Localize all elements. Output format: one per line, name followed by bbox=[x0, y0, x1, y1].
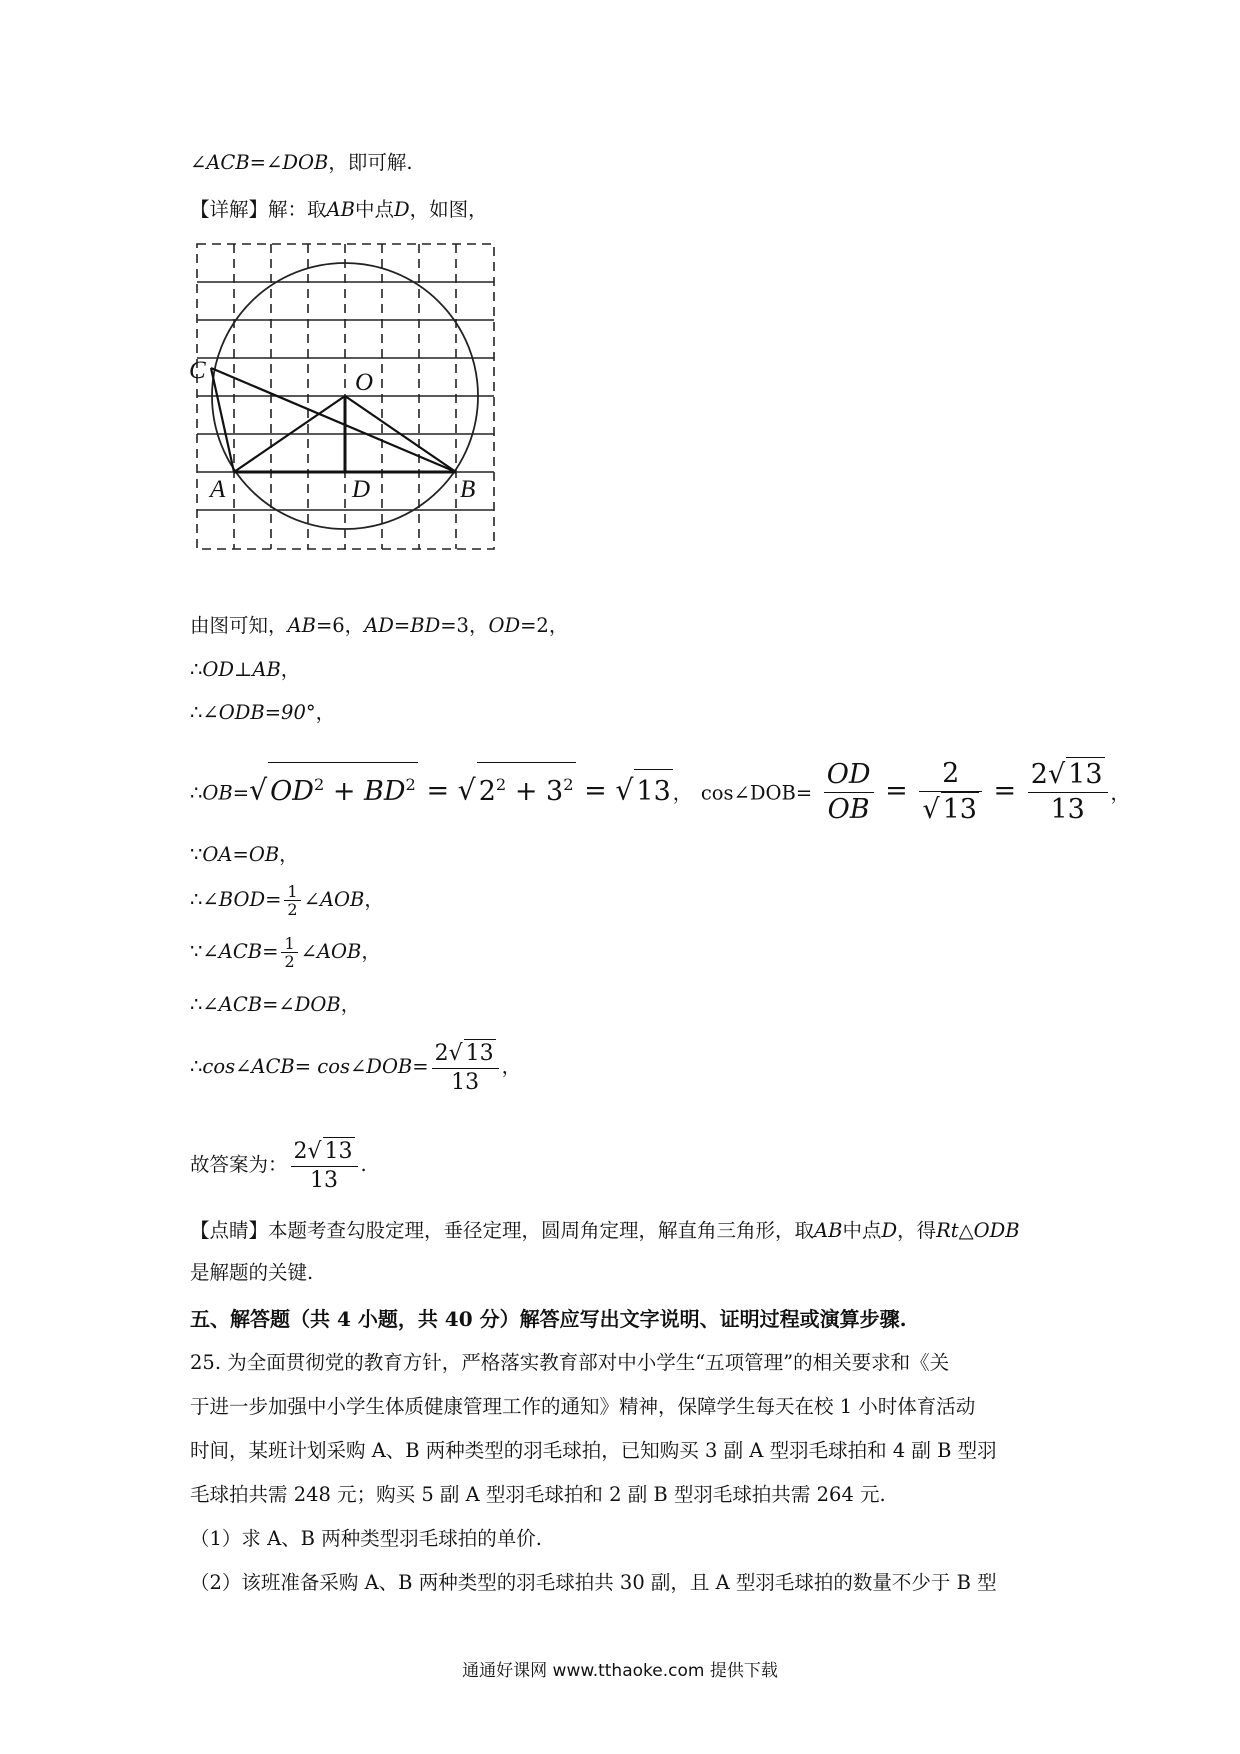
comment-text: 本题考查勾股定理，垂径定理，圆周角定理，解直角三角形，取 bbox=[268, 1219, 815, 1242]
comment-text-2: 是解题的关键. bbox=[190, 1261, 314, 1284]
step4-three: 3 bbox=[546, 775, 564, 807]
page-footer: 通通好课网 www.tthaoke.com 提供下载 bbox=[462, 1661, 778, 1681]
step1-ad: AD bbox=[364, 614, 394, 637]
frac-rad: 13 bbox=[465, 1040, 494, 1066]
label-a: A bbox=[210, 476, 226, 503]
step4-eq1: = bbox=[426, 775, 450, 807]
frac-half bbox=[281, 935, 297, 970]
frac-den: 2 bbox=[281, 952, 297, 970]
frac-num: 1 bbox=[287, 882, 298, 901]
step-6 bbox=[190, 880, 384, 920]
section-heading: 五、解答题（共 4 小题，共 40 分）解答应写出文字说明、证明过程或演算步骤. bbox=[190, 1307, 907, 1331]
comment-mid2: ，得 bbox=[897, 1219, 937, 1242]
comment-tag: 【点睛】 bbox=[190, 1219, 269, 1242]
step1-od-val: =2， bbox=[520, 614, 569, 637]
step6-rhs: ∠AOB bbox=[303, 888, 365, 911]
step8-math: ∠ACB=∠DOB bbox=[202, 993, 341, 1016]
step4-eq3: = bbox=[885, 775, 908, 807]
q25-line-1: 25. 为全面贯彻党的教育方针，严格落实教育部对中小学生“五项管理”的相关要求和《关 bbox=[190, 1351, 950, 1374]
frac-half bbox=[284, 883, 300, 918]
comment-rt: Rt△ODB bbox=[936, 1219, 1020, 1242]
frac-coef: 2 bbox=[1030, 759, 1048, 790]
label-d: D bbox=[352, 476, 371, 503]
intro-line bbox=[190, 150, 413, 176]
step2-math: OD⊥AB bbox=[202, 658, 281, 681]
step4-two: 2 bbox=[478, 775, 496, 807]
step4-lhs: OB= bbox=[202, 781, 250, 805]
because-symbol: ∵ bbox=[190, 843, 203, 866]
detail-post: ，如图， bbox=[409, 198, 488, 221]
frac-coef: 2 bbox=[434, 1040, 449, 1066]
step4-bd: BD bbox=[364, 775, 406, 807]
step4-od: OD bbox=[270, 775, 314, 807]
step-9 bbox=[190, 1036, 521, 1098]
frac-result: $\frac{2√ 13}{13}$ bbox=[1028, 757, 1108, 827]
comment-line-1 bbox=[190, 1218, 1020, 1244]
step-1 bbox=[190, 613, 568, 639]
frac-od-ob bbox=[824, 758, 874, 827]
step7-end: ， bbox=[361, 940, 381, 963]
step1-ab: AB bbox=[287, 614, 316, 637]
frac-den: 13 bbox=[432, 1068, 499, 1097]
q25-line-4: 毛球拍共需 248 元；购买 5 副 A 型羽毛球拍和 2 副 B 型羽毛球拍共需 264 元. bbox=[190, 1483, 886, 1506]
detail-pre: 解：取 bbox=[268, 198, 327, 221]
step1-ab-val: =6， bbox=[315, 614, 365, 637]
intro-text: ，即可解. bbox=[328, 151, 413, 174]
step3-math: ∠ODB=90° bbox=[202, 701, 316, 724]
q25-sub-1: （1）求 A、B 两种类型羽毛球拍的单价. bbox=[190, 1527, 542, 1550]
step3-end: ， bbox=[315, 701, 336, 724]
frac-den: 13 bbox=[942, 794, 977, 825]
step4-comma: ， bbox=[672, 781, 693, 805]
comment-mid: 中点 bbox=[842, 1219, 882, 1242]
step9-end: ， bbox=[501, 1055, 522, 1078]
detail-d: D bbox=[393, 198, 410, 221]
step6-lhs: ∠BOD= bbox=[202, 888, 282, 911]
answer-end: . bbox=[360, 1153, 367, 1176]
step-7 bbox=[190, 932, 381, 972]
answer-line bbox=[190, 1134, 367, 1196]
geometry-figure bbox=[185, 238, 515, 558]
frac-num: 1 bbox=[284, 934, 295, 953]
step4-eq2: = bbox=[584, 775, 607, 807]
step2-end: ， bbox=[280, 658, 301, 681]
step1-eq: = bbox=[393, 614, 411, 637]
frac-num: OD bbox=[826, 758, 871, 790]
therefore-symbol: ∴ bbox=[190, 701, 203, 724]
intro-math: ∠ACB=∠DOB bbox=[190, 151, 329, 174]
step8-end: ， bbox=[340, 993, 361, 1016]
detail-ab: AB bbox=[326, 198, 355, 221]
step5-math: OA=OB bbox=[202, 843, 280, 866]
step4-cos: cos∠DOB= bbox=[700, 781, 813, 805]
step1-od: OD bbox=[488, 614, 521, 637]
step-4: ∴OB=√ $OD^2 + BD^2$ = √ $2^2 + 3^2$ = √ 13 ， cos∠DOB= $\frac{OD}{OB}$ = $\frac{2}{√ 13}$ = $\frac{2√ 13}{13}$ ， bbox=[190, 758, 1131, 825]
answer-pre: 故答案为： bbox=[190, 1153, 288, 1176]
step7-lhs: ∠ACB= bbox=[202, 940, 279, 963]
frac-den: 13 bbox=[1028, 792, 1108, 827]
q25-sub-2: （2）该班准备采购 A、B 两种类型的羽毛球拍共 30 副，且 A 型羽毛球拍的数量不少于 B 型 bbox=[190, 1571, 997, 1594]
step4-plus: + bbox=[324, 775, 365, 807]
step4-end: ， bbox=[1110, 781, 1131, 805]
comment-line-2 bbox=[190, 1260, 313, 1286]
comment-ab: AB bbox=[814, 1219, 843, 1242]
step6-end: ， bbox=[364, 888, 384, 911]
step-8 bbox=[190, 992, 360, 1018]
frac-coef: 2 bbox=[293, 1138, 308, 1164]
label-o: O bbox=[355, 369, 374, 396]
frac-den: 13 bbox=[291, 1166, 358, 1195]
step1-pre: 由图可知， bbox=[190, 614, 288, 637]
step4-plus2: + bbox=[506, 775, 547, 807]
q25-line-3: 时间，某班计划采购 A、B 两种类型的羽毛球拍，已知购买 3 副 A 型羽毛球拍和 4 副 B 型羽 bbox=[190, 1439, 997, 1462]
step-3 bbox=[190, 700, 335, 726]
step4-sqrt13: 13 bbox=[634, 769, 672, 814]
therefore-symbol: ∴ bbox=[190, 993, 203, 1016]
label-c: C bbox=[189, 357, 206, 384]
detail-tag: 【详解】 bbox=[190, 198, 269, 221]
frac-den: 2 bbox=[284, 900, 300, 918]
frac-result: $\frac{2√ 13}{13}$ bbox=[432, 1039, 499, 1097]
frac-den: OB bbox=[824, 792, 874, 827]
q25-line-2: 于进一步加强中小学生体质健康管理工作的通知》精神，保障学生每天在校 1 小时体育活动 bbox=[190, 1395, 976, 1418]
step1-adbd-val: =3， bbox=[440, 614, 489, 637]
step7-rhs: ∠AOB bbox=[300, 940, 362, 963]
step1-bd: BD bbox=[410, 614, 441, 637]
therefore-symbol: ∴ bbox=[190, 781, 203, 805]
step5-end: ， bbox=[279, 843, 299, 866]
step9-lhs: cos∠ACB= cos∠DOB= bbox=[202, 1055, 429, 1078]
step-2 bbox=[190, 657, 300, 683]
frac-num: 2 bbox=[942, 758, 960, 789]
step4-eq4: = bbox=[993, 775, 1017, 807]
therefore-symbol: ∴ bbox=[190, 1055, 203, 1078]
therefore-symbol: ∴ bbox=[190, 658, 203, 681]
detail-mid: 中点 bbox=[354, 198, 394, 221]
step-5 bbox=[190, 842, 299, 868]
therefore-symbol: ∴ bbox=[190, 888, 203, 911]
frac-2-sqrt13: $\frac{2}{√ 13}$ bbox=[919, 757, 982, 827]
label-b: B bbox=[460, 476, 476, 503]
detail-line bbox=[190, 197, 488, 223]
frac-rad: 13 bbox=[324, 1138, 353, 1164]
frac-rad: 13 bbox=[1068, 759, 1103, 790]
because-symbol: ∵ bbox=[190, 940, 203, 963]
comment-d: D bbox=[881, 1219, 898, 1242]
frac-answer: $\frac{2√ 13}{13}$ bbox=[291, 1137, 358, 1195]
